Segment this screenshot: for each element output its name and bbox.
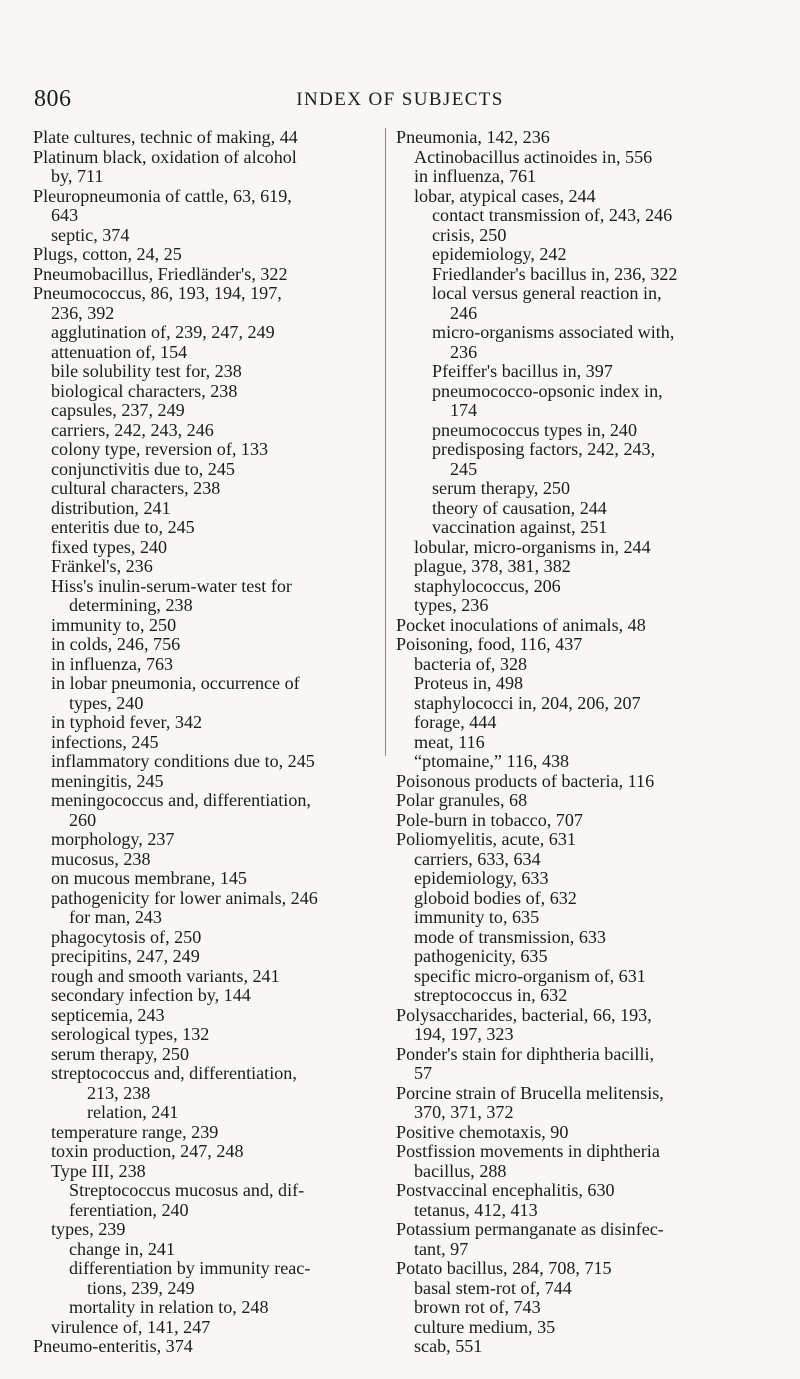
index-entry: 194, 197, 323 xyxy=(414,1024,514,1044)
index-entry: serological types, 132 xyxy=(51,1024,210,1044)
index-entry: 57 xyxy=(414,1063,433,1083)
index-entry: 643 xyxy=(51,205,79,225)
index-entry: Polysaccharides, bacterial, 66, 193, xyxy=(396,1004,652,1025)
index-entry: Plugs, cotton, 24, 25 xyxy=(33,244,182,264)
index-entry: Pneumococcus, 86, 193, 194, 197, xyxy=(33,283,282,303)
index-entry: ferentiation, 240 xyxy=(69,1199,189,1220)
index-entry: Pneumonia, 142, 236 xyxy=(396,127,550,147)
index-entry: “ptomaine,” 116, 438 xyxy=(414,751,570,771)
index-entry: forage, 444 xyxy=(414,712,497,732)
index-entry: relation, 241 xyxy=(87,1102,179,1122)
index-entry: Pneumobacillus, Friedländer's, 322 xyxy=(33,263,288,284)
index-entry: septicemia, 243 xyxy=(51,1004,165,1025)
index-entry: secondary infection by, 144 xyxy=(51,985,251,1005)
index-entry: distribution, 241 xyxy=(51,497,171,518)
index-entry: enteritis due to, 245 xyxy=(51,517,195,537)
index-entry: predisposing factors, 242, 243, xyxy=(432,439,656,459)
index-entry: fixed types, 240 xyxy=(51,536,168,557)
index-entry: inflammatory conditions due to, 245 xyxy=(51,751,315,771)
index-entry: globoid bodies of, 632 xyxy=(414,887,577,908)
index-entry: virulence of, 141, 247 xyxy=(51,1316,211,1337)
index-column-left xyxy=(33,128,381,1357)
index-entry: colony type, reversion of, 133 xyxy=(51,439,269,459)
index-entry: crisis, 250 xyxy=(432,224,507,245)
index-entry: vaccination against, 251 xyxy=(432,517,608,537)
index-entry: local versus general reaction in, xyxy=(432,283,662,303)
index-entry: infections, 245 xyxy=(51,731,159,752)
index-entry: immunity to, 250 xyxy=(51,614,177,635)
index-entry: meningitis, 245 xyxy=(51,770,164,791)
index-entry: Streptococcus mucosus and, dif- xyxy=(69,1180,305,1200)
index-entry: pneumococcus types in, 240 xyxy=(432,419,638,440)
index-entry: 260 xyxy=(69,809,97,830)
index-entry: specific micro-organism of, 631 xyxy=(414,965,646,986)
index-entry: 245 xyxy=(450,458,478,479)
index-entry: in influenza, 763 xyxy=(51,653,174,674)
index-entry: bile solubility test for, 238 xyxy=(51,361,242,381)
index-entry: theory of causation, 244 xyxy=(432,497,607,518)
index-entry: pneumococco-opsonic index in, xyxy=(432,380,663,401)
index-entry: in influenza, 761 xyxy=(414,166,537,186)
index-entry: bacteria of, 328 xyxy=(414,653,528,674)
index-entry: Polar granules, 68 xyxy=(396,790,528,810)
index-entry: Actinobacillus actinoides in, 556 xyxy=(414,146,653,167)
index-entry: on mucous membrane, 145 xyxy=(51,868,247,888)
index-entry: septic, 374 xyxy=(51,224,130,245)
running-head: INDEX OF SUBJECTS xyxy=(296,89,504,110)
index-entry: Friedlander's bacillus in, 236, 322 xyxy=(432,263,678,284)
index-entry: immunity to, 635 xyxy=(414,907,540,927)
index-entry: 370, 371, 372 xyxy=(414,1102,514,1122)
index-entry: determining, 238 xyxy=(69,595,193,615)
index-entry: types, 236 xyxy=(414,595,489,615)
index-entry: tetanus, 412, 413 xyxy=(414,1199,538,1220)
index-entry: Hiss's inulin-serum-water test for xyxy=(51,575,292,596)
index-entry: attenuation of, 154 xyxy=(51,341,188,362)
index-entry: Platinum black, oxidation of alcohol xyxy=(33,146,297,167)
index-entry: 213, 238 xyxy=(87,1082,151,1103)
index-entry: types, 239 xyxy=(51,1219,126,1239)
index-entry: micro-organisms associated with, xyxy=(432,322,675,342)
index-entry: serum therapy, 250 xyxy=(51,1043,190,1064)
index-entry: Ponder's stain for diphtheria bacilli, xyxy=(396,1043,655,1064)
index-entry: Poisonous products of bacteria, 116 xyxy=(396,770,655,791)
index-entry: carriers, 633, 634 xyxy=(414,848,541,869)
index-entry: Pneumo-enteritis, 374 xyxy=(33,1336,193,1356)
index-entry: lobar, atypical cases, 244 xyxy=(414,185,596,206)
index-entry: plague, 378, 381, 382 xyxy=(414,556,571,576)
index-entry: in lobar pneumonia, occurrence of xyxy=(51,673,300,693)
index-entry: tions, 239, 249 xyxy=(87,1277,195,1298)
index-entry: brown rot of, 743 xyxy=(414,1297,541,1317)
index-entry: pathogenicity, 635 xyxy=(414,946,548,966)
index-entry: streptococcus and, differentiation, xyxy=(51,1063,297,1083)
index-entry: bacillus, 288 xyxy=(414,1160,507,1181)
index-entry: Potato bacillus, 284, 708, 715 xyxy=(396,1258,612,1278)
index-entry: Pleuropneumonia of cattle, 63, 619, xyxy=(33,185,292,206)
index-entry: basal stem-rot of, 744 xyxy=(414,1277,572,1298)
index-entry: biological characters, 238 xyxy=(51,380,238,401)
index-entry: Postvaccinal encephalitis, 630 xyxy=(396,1180,615,1200)
index-entry: pathogenicity for lower animals, 246 xyxy=(51,887,318,908)
index-entry: epidemiology, 242 xyxy=(432,244,567,264)
index-entry: Proteus in, 498 xyxy=(414,673,524,693)
index-entry: 246 xyxy=(450,302,478,323)
index-entry: Potassium permanganate as disinfec- xyxy=(396,1219,664,1239)
index-entry: serum therapy, 250 xyxy=(432,478,571,498)
index-entry: 236, 392 xyxy=(51,302,115,323)
column-divider xyxy=(385,128,386,756)
index-entry: mortality in relation to, 248 xyxy=(69,1297,269,1317)
index-entry: mucosus, 238 xyxy=(51,848,151,869)
index-entry: staphylococcus, 206 xyxy=(414,575,561,596)
index-entry: cultural characters, 238 xyxy=(51,478,221,498)
index-entry: Postfission movements in diphtheria xyxy=(396,1141,660,1161)
index-entry: Poisoning, food, 116, 437 xyxy=(396,634,583,654)
index-entry: streptococcus in, 632 xyxy=(414,985,568,1005)
index-entry: Type III, 238 xyxy=(51,1160,146,1181)
index-entry: culture medium, 35 xyxy=(414,1316,556,1337)
page-number: 806 xyxy=(34,86,72,112)
index-entry: contact transmission of, 243, 246 xyxy=(432,205,673,225)
index-entry: meat, 116 xyxy=(414,731,485,752)
index-entry: Pole-burn in tobacco, 707 xyxy=(396,809,583,830)
index-entry: carriers, 242, 243, 246 xyxy=(51,419,214,440)
index-entry: staphylococci in, 204, 206, 207 xyxy=(414,692,641,713)
index-entry: Pfeiffer's bacillus in, 397 xyxy=(432,361,613,381)
index-entry: mode of transmission, 633 xyxy=(414,926,606,947)
index-entry: tant, 97 xyxy=(414,1238,469,1259)
index-entry: phagocytosis of, 250 xyxy=(51,926,202,947)
index-entry: types, 240 xyxy=(69,692,144,713)
index-entry: lobular, micro-organisms in, 244 xyxy=(414,536,651,557)
index-entry: meningococcus and, differentiation, xyxy=(51,790,311,810)
index-entry: Plate cultures, technic of making, 44 xyxy=(33,127,298,147)
index-entry: change in, 241 xyxy=(69,1238,176,1259)
index-entry: temperature range, 239 xyxy=(51,1121,219,1142)
page-header xyxy=(0,86,800,116)
index-entry: rough and smooth variants, 241 xyxy=(51,965,280,986)
index-entry: in typhoid fever, 342 xyxy=(51,712,203,732)
index-entry: Fränkel's, 236 xyxy=(51,556,153,576)
index-column-right xyxy=(396,128,770,1357)
index-entry: morphology, 237 xyxy=(51,829,175,849)
index-entry: scab, 551 xyxy=(414,1336,483,1356)
index-entry: Positive chemotaxis, 90 xyxy=(396,1121,569,1142)
index-entry: agglutination of, 239, 247, 249 xyxy=(51,322,275,342)
index-entry: Poliomyelitis, acute, 631 xyxy=(396,829,576,849)
index-entry: capsules, 237, 249 xyxy=(51,400,185,420)
index-entry: Pocket inoculations of animals, 48 xyxy=(396,614,646,635)
index-entry: differentiation by immunity reac- xyxy=(69,1258,311,1278)
index-entry: in colds, 246, 756 xyxy=(51,634,181,654)
index-entry: for man, 243 xyxy=(69,907,162,927)
index-entry: toxin production, 247, 248 xyxy=(51,1141,244,1161)
index-entry: 236 xyxy=(450,341,478,362)
index-entry: Porcine strain of Brucella melitensis, xyxy=(396,1082,664,1103)
index-entry: precipitins, 247, 249 xyxy=(51,946,200,966)
index-entry: epidemiology, 633 xyxy=(414,868,549,888)
index-entry: conjunctivitis due to, 245 xyxy=(51,458,235,479)
index-entry: 174 xyxy=(450,400,478,420)
index-entry: by, 711 xyxy=(51,166,104,186)
